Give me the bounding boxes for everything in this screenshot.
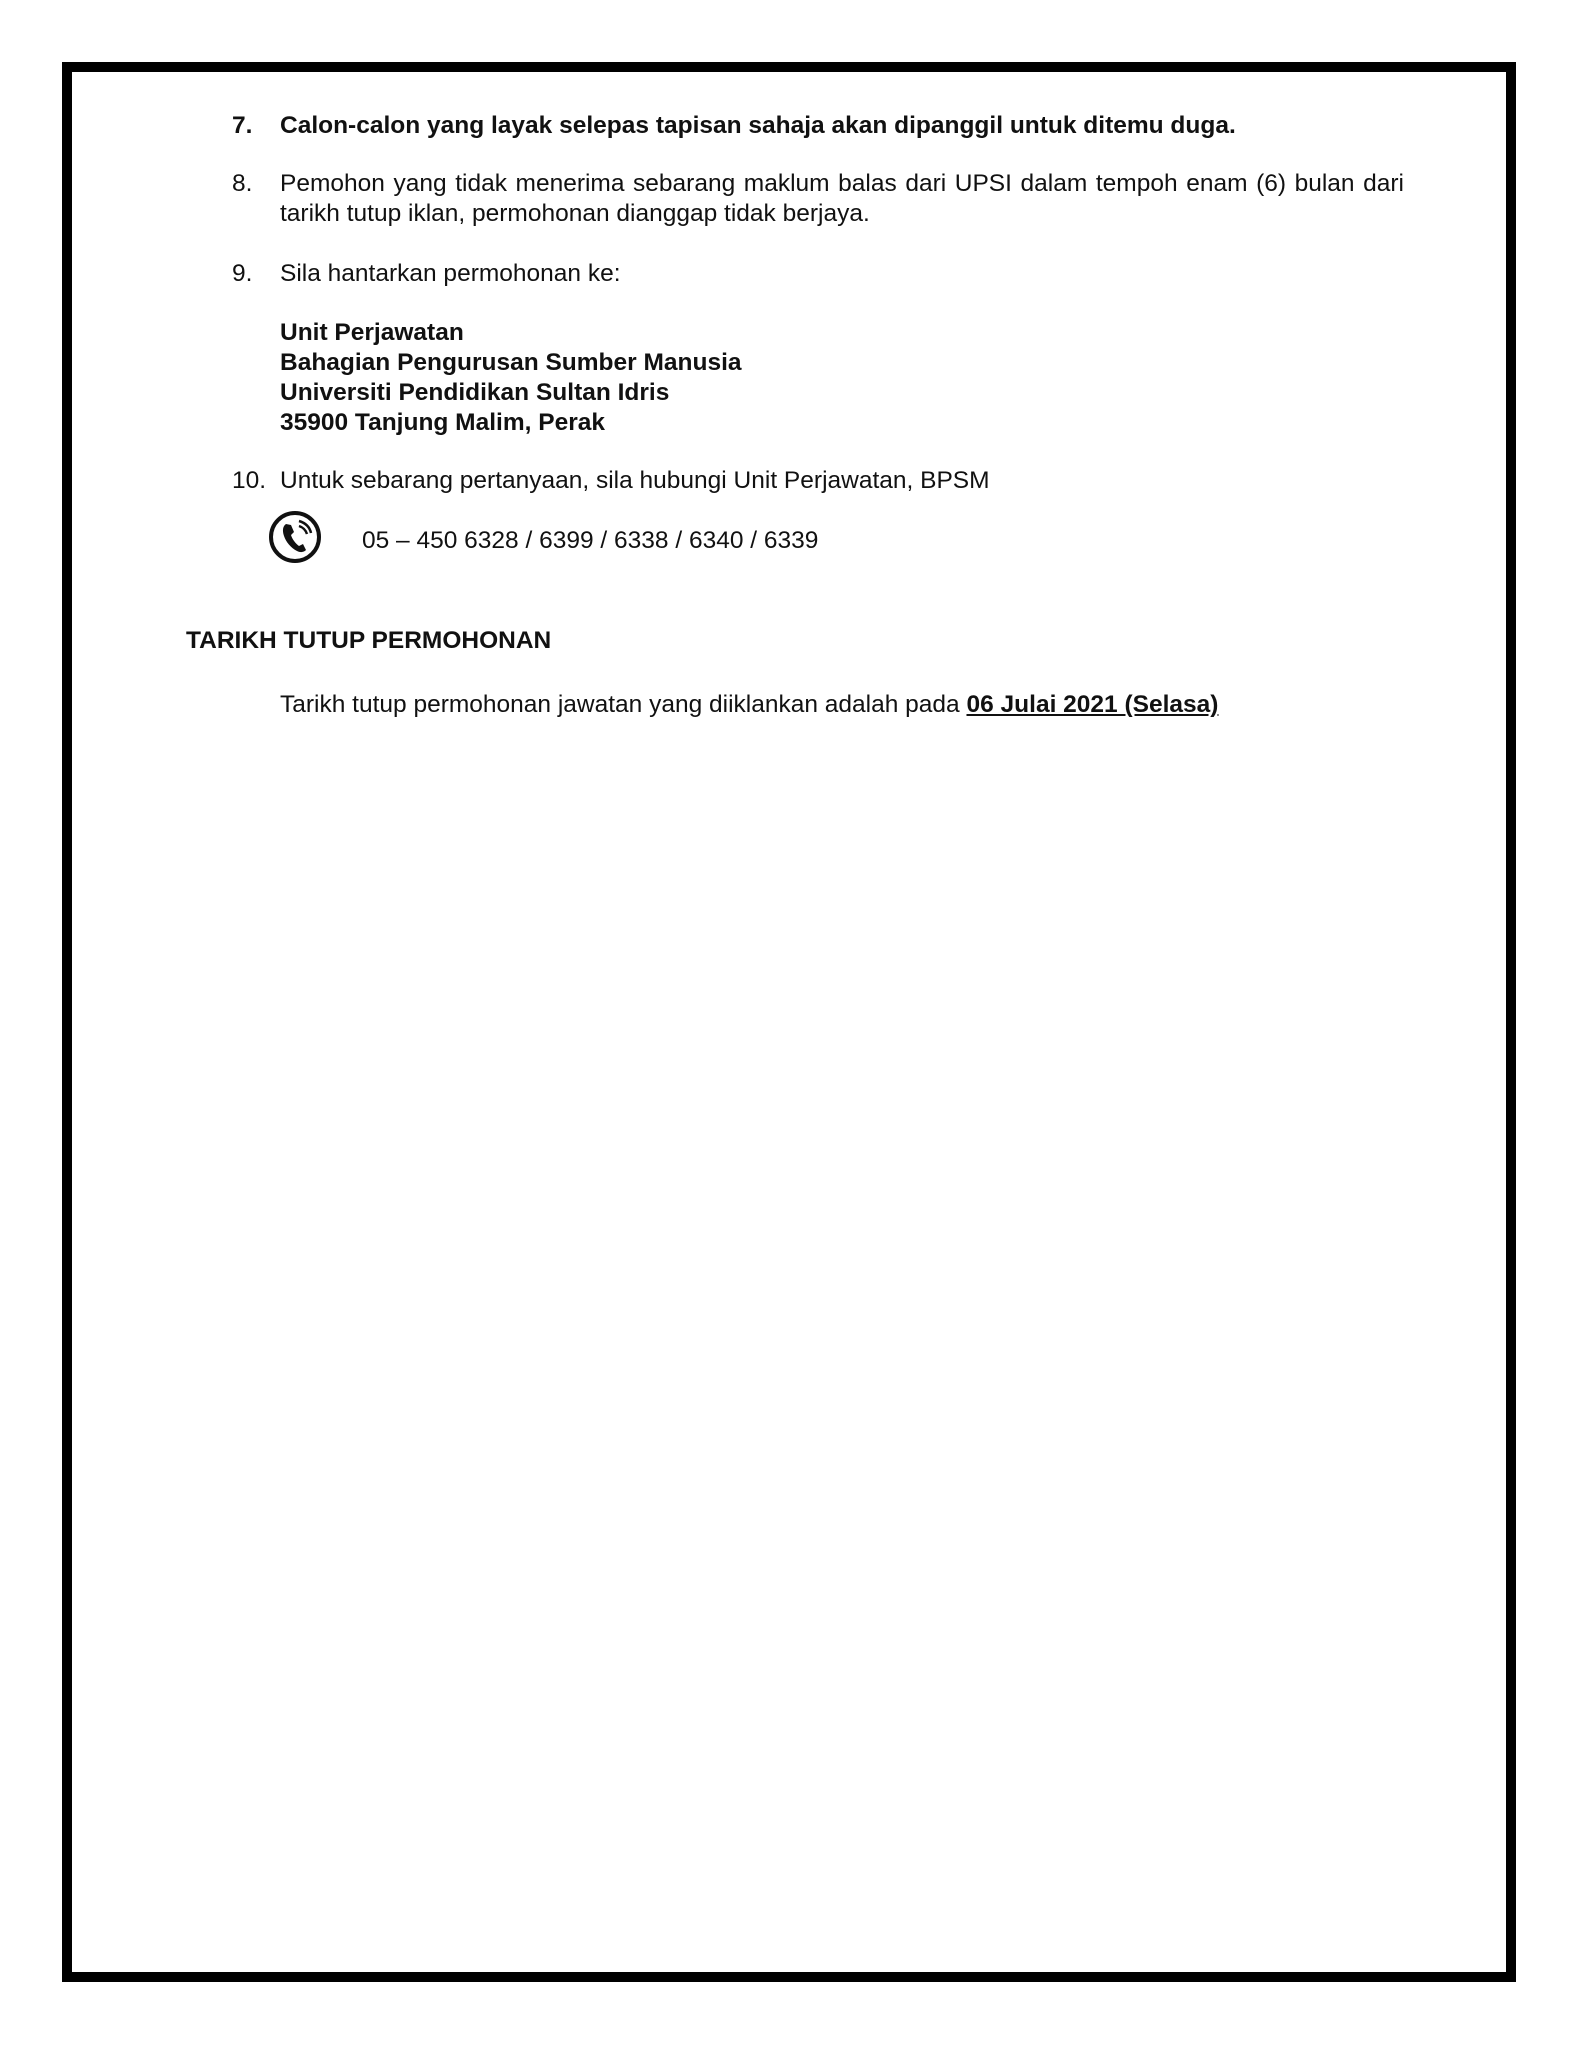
item-text-7: Calon-calon yang layak selepas tapisan sahaja akan dipanggil untuk ditemu duga. <box>280 112 1236 139</box>
item-number-9: 9. <box>232 260 253 287</box>
item-number-8: 8. <box>232 170 253 197</box>
address-line-4: 35900 Tanjung Malim, Perak <box>280 409 605 436</box>
item-text-9: Sila hantarkan permohonan ke: <box>280 260 621 287</box>
closing-paragraph <box>280 690 1218 720</box>
phone-numbers: 05 – 450 6328 / 6399 / 6338 / 6340 / 6339 <box>362 527 819 554</box>
phone-icon <box>266 508 324 566</box>
item-text-10: Untuk sebarang pertanyaan, sila hubungi Unit Perjawatan, BPSM <box>280 467 990 494</box>
closing-text: Tarikh tutup permohonan jawatan yang diiklankan adalah pada <box>280 691 960 718</box>
address-line-3: Universiti Pendidikan Sultan Idris <box>280 379 670 406</box>
item-number-10: 10. <box>232 467 267 494</box>
item-text-8: Pemohon yang tidak menerima sebarang maklum balas dari UPSI dalam tempoh enam (6) bulan dari tarikh tutup iklan, permohonan dianggap tidak berjaya. <box>280 170 1404 227</box>
closing-heading: TARIKH TUTUP PERMOHONAN <box>186 627 552 654</box>
item-number-7: 7. <box>232 112 253 139</box>
address-line-2: Bahagian Pengurusan Sumber Manusia <box>280 349 742 376</box>
closing-date: 06 Julai 2021 (Selasa) <box>966 691 1219 718</box>
address-line-1: Unit Perjawatan <box>280 319 464 346</box>
